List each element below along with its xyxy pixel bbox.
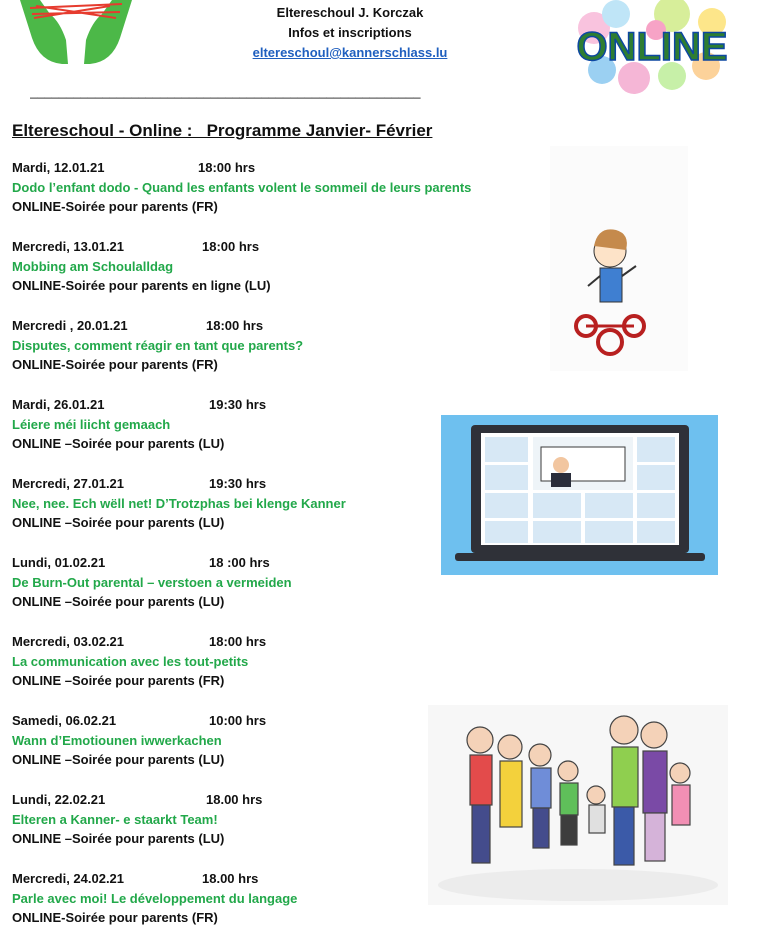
event-time: 18.00 hrs [206,792,263,807]
event-description: ONLINE –Soirée pour parents (LU) [12,594,225,610]
event-description: ONLINE –Soirée pour parents (FR) [12,673,225,689]
event-date: Mercredi, 03.02.21 [12,634,125,649]
hands-logo-icon [10,0,142,66]
event-time: 18:00 hrs [209,634,267,649]
event-date: Lundi, 22.02.21 [12,792,106,807]
child-on-tricycle-illustration [550,146,688,371]
event-description: ONLINE-Soirée pour parents (FR) [12,910,218,926]
email-link[interactable]: eltereschoul@kannerschlass.lu [252,45,448,60]
event-time: 18:00 hrs [198,160,256,175]
event-item [12,237,552,316]
event-date: Mercredi, 13.01.21 [12,239,125,254]
event-date: Mercredi , 20.01.21 [12,318,128,333]
event-time: 18.00 hrs [202,871,259,886]
event-topic: Wann d’Emotiounen iwwerkachen [12,732,222,748]
event-topic: Léiere méi liicht gemaach [12,416,171,432]
event-datetime-row [12,395,552,415]
event-datetime-row [12,237,552,257]
event-topic: De Burn-Out parental – verstoen a vermeiden [12,574,292,590]
event-description: ONLINE –Soirée pour parents (LU) [12,515,225,531]
event-time: 18:00 hrs [206,318,264,333]
event-date: Mercredi, 27.01.21 [12,476,125,491]
event-topic: La communication avec les tout-petits [12,653,249,669]
event-datetime-row [12,632,552,652]
event-time: 19:30 hrs [209,397,267,412]
event-date: Mercredi, 24.02.21 [12,871,125,886]
event-date: Lundi, 01.02.21 [12,555,106,570]
event-date: Samedi, 06.02.21 [12,713,117,728]
event-item [12,632,552,711]
info-label: Infos et inscriptions [288,25,412,40]
event-date: Mardi, 26.01.21 [12,397,105,412]
event-description: ONLINE –Soirée pour parents (LU) [12,752,225,768]
online-logo [572,0,732,95]
event-description: ONLINE –Soirée pour parents (LU) [12,831,225,847]
event-time: 18 :00 hrs [209,555,270,570]
event-datetime-row [12,158,552,178]
event-topic: Parle avec moi! Le développement du langage [12,890,298,906]
event-topic: Elteren a Kanner- e staarkt Team! [12,811,218,827]
event-time: 19:30 hrs [209,476,267,491]
event-time: 10:00 hrs [209,713,267,728]
event-item [12,316,552,395]
event-item [12,158,552,237]
event-topic: Dodo l’enfant dodo - Quand les enfants volent le sommeil de leurs parents [12,179,472,195]
page-title: Eltereschoul - Online : Programme Janvier- Février [12,121,433,140]
event-description: ONLINE –Soirée pour parents (LU) [12,436,225,452]
event-topic: Nee, nee. Ech wëll net! D’Trotzphas bei klenge Kanner [12,495,346,511]
event-topic: Mobbing am Schoulalldag [12,258,174,274]
event-date: Mardi, 12.01.21 [12,160,105,175]
event-topic: Disputes, comment réagir en tant que parents? [12,337,304,353]
video-conference-laptop-illustration [441,415,718,575]
online-logo-text: ONLINE [576,25,728,69]
event-datetime-row [12,316,552,336]
event-description: ONLINE-Soirée pour parents (FR) [12,357,218,373]
org-name: Eltereschoul J. Korczak [276,5,424,20]
event-time: 18:00 hrs [202,239,260,254]
family-drawing-illustration [428,705,728,905]
separator-line: ______________________________________________________ [30,84,421,99]
event-description: ONLINE-Soirée pour parents (FR) [12,199,218,215]
header [200,3,500,63]
event-description: ONLINE-Soirée pour parents en ligne (LU) [12,278,271,294]
